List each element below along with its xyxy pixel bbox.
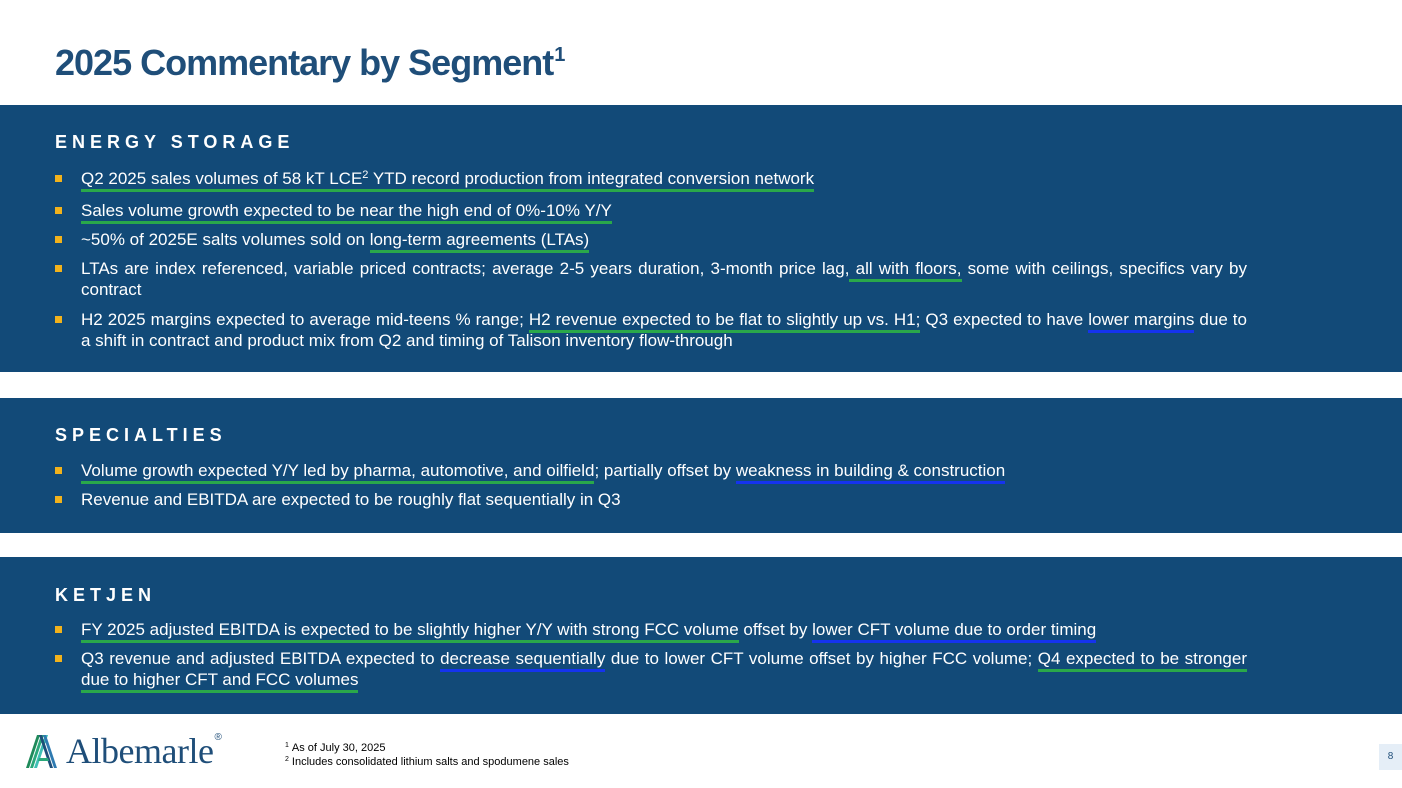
footnote-2: $^2$ Includes consolidated lithium salts and spodumene sales (285, 756, 569, 768)
specialties-bullet-list (55, 460, 1247, 510)
logo-wordmark: Albemarle (66, 731, 214, 771)
highlight-green: Sales volume growth expected to be near the high end of 0%-10% Y/Y (81, 201, 612, 224)
specialties-panel (0, 398, 1402, 533)
highlight-green: Q2 2025 sales volumes of 58 kT LCE$^2$ YTD record production from integrated conversion network (81, 169, 814, 192)
footnote-1: $^1$ As of July 30, 2025 (285, 742, 386, 754)
albemarle-logo-icon (24, 732, 60, 770)
ketjen-bullet-list (55, 619, 1247, 690)
ketjen-heading: KETJEN (55, 585, 157, 605)
page-title (55, 42, 564, 84)
logo-registered-mark: ® (214, 731, 222, 743)
highlight-green: all with floors, (849, 259, 961, 282)
title-footnote-ref: 1 (554, 44, 565, 66)
energy-storage-bullet-5: H2 2025 margins expected to average mid-teens % range; H2 revenue expected to be flat to slightly up vs. H1; Q3 expected to have lower margins due to a shift in contract and product mix from Q2 and timing of Talison inventory flow-through (55, 309, 1247, 351)
energy-storage-bullet-1 (55, 168, 1247, 192)
energy-storage-bullet-3: ~50% of 2025E salts volumes sold on long-term agreements (LTAs) (55, 229, 1247, 250)
highlight-green: FY 2025 adjusted EBITDA is expected to be slightly higher Y/Y with strong FCC volume (81, 620, 739, 643)
highlight-blue: decrease sequentially (440, 649, 605, 672)
footnotes (285, 742, 569, 770)
energy-storage-heading: ENERGY STORAGE (55, 132, 295, 152)
energy-storage-bullet-2 (55, 200, 1247, 221)
page-title-text: 2025 Commentary by Segment (55, 42, 554, 83)
footnote-ref: 2 (362, 169, 369, 181)
energy-storage-bullet-4: LTAs are index referenced, variable priced contracts; average 2-5 years duration, 3-month price lag, all with floors, some with ceilings, specifics vary by contract (55, 258, 1247, 300)
highlight-green: H2 revenue expected to be flat to slightly up vs. H1; (529, 310, 920, 333)
ketjen-bullet-1: FY 2025 adjusted EBITDA is expected to be slightly higher Y/Y with strong FCC volume offset by lower CFT volume due to order timing (55, 619, 1247, 640)
albemarle-logo (24, 730, 222, 772)
energy-storage-panel (0, 105, 1402, 372)
highlight-blue: weakness in building & construction (736, 461, 1005, 484)
ketjen-bullet-2: Q3 revenue and adjusted EBITDA expected to decrease sequentially due to lower CFT volume offset by higher FCC volume; Q4 expected to be stronger due to higher CFT and FCC volumes (55, 648, 1247, 690)
highlight-green: Q4 expected to be stronger due to higher CFT and FCC volumes (81, 649, 1247, 693)
specialties-bullet-1: Volume growth expected Y/Y led by pharma, automotive, and oilfield; partially offset by weakness in building & construction (55, 460, 1247, 481)
specialties-bullet-2: Revenue and EBITDA are expected to be roughly flat sequentially in Q3 (55, 489, 1247, 510)
page-number: 8 (1379, 744, 1402, 770)
specialties-heading: SPECIALTIES (55, 425, 227, 445)
highlight-blue: lower CFT volume due to order timing (812, 620, 1096, 643)
highlight-blue: lower margins (1088, 310, 1194, 333)
energy-storage-bullet-list (55, 168, 1247, 351)
highlight-green: Volume growth expected Y/Y led by pharma, automotive, and oilfield (81, 461, 594, 484)
ketjen-panel (0, 557, 1402, 714)
highlight-green: long-term agreements (LTAs) (370, 230, 590, 253)
